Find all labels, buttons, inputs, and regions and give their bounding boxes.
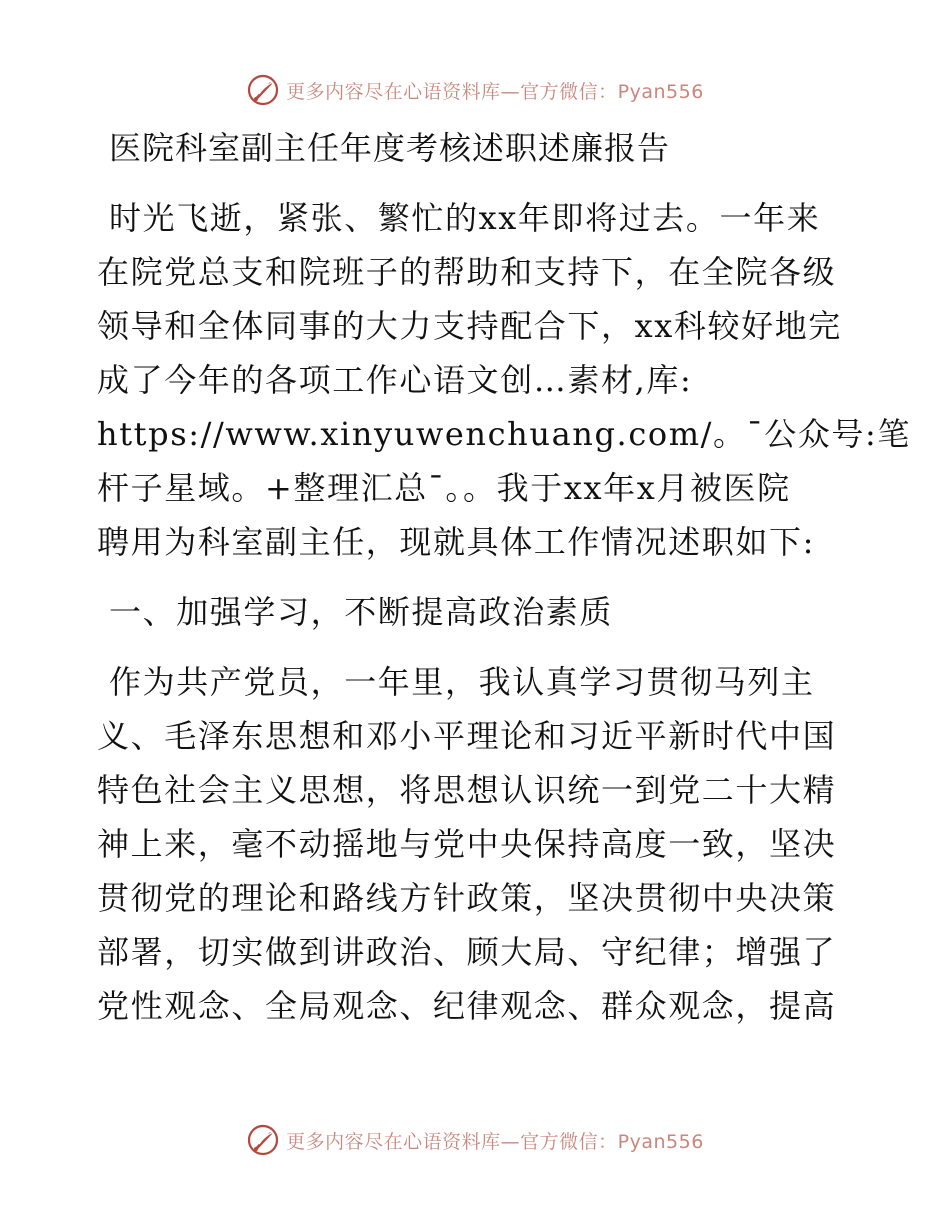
feather-pen-icon [246, 73, 280, 107]
text-line: 时光飞逝，紧张、繁忙的xx年即将过去。一年来 [109, 199, 821, 237]
text-line: 在院党总支和院班子的帮助和支持下，在全院各级 [97, 253, 837, 291]
text-line: 特色社会主义思想，将思想认识统一到党二十大精 [97, 771, 837, 809]
text-line: 神上来，毫不动摇地与党中央保持高度一致，坚决 [97, 825, 837, 863]
text-line: 作为共产党员，一年里，我认真学习贯彻马列主 [109, 663, 815, 701]
paragraph-intro [97, 191, 912, 569]
text-line: 部署，切实做到讲政治、顾大局、守纪律；增强了 [97, 933, 837, 971]
text-line: 聘用为科室副主任，现就具体工作情况述职如下: [97, 523, 815, 561]
watermark-text: 更多内容尽在心语资料库—官方微信：Pyan556 [286, 1130, 704, 1153]
header-watermark [0, 70, 950, 110]
document-title: 医院科室副主任年度考核述职述廉报告 [109, 129, 671, 167]
text-line: 党性观念、全局观念、纪律观念、群众观念，提高 [97, 987, 837, 1025]
paragraph-section1 [97, 655, 857, 1033]
text-line: 贯彻党的理论和路线方针政策，坚决贯彻中央决策 [97, 879, 837, 917]
footer-watermark [0, 1120, 950, 1160]
text-line: 领导和全体同事的大力支持配合下，xx科较好地完 [97, 307, 842, 345]
document-body [97, 124, 912, 1033]
watermark-text: 更多内容尽在心语资料库—官方微信：Pyan556 [286, 80, 704, 103]
text-line: 杆子星域。+整理汇总¯。。我于xx年x月被医院 [97, 469, 791, 507]
text-line: https://www.xinyuwenchuang.com/。¯公众号:笔 [97, 415, 912, 453]
feather-pen-icon [246, 1123, 280, 1157]
section-heading: 一、加强学习，不断提高政治素质 [109, 593, 614, 631]
text-line: 成了今年的各项工作心语文创…素材,库: [97, 361, 693, 399]
text-line: 义、毛泽东思想和邓小平理论和习近平新时代中国 [97, 717, 837, 755]
